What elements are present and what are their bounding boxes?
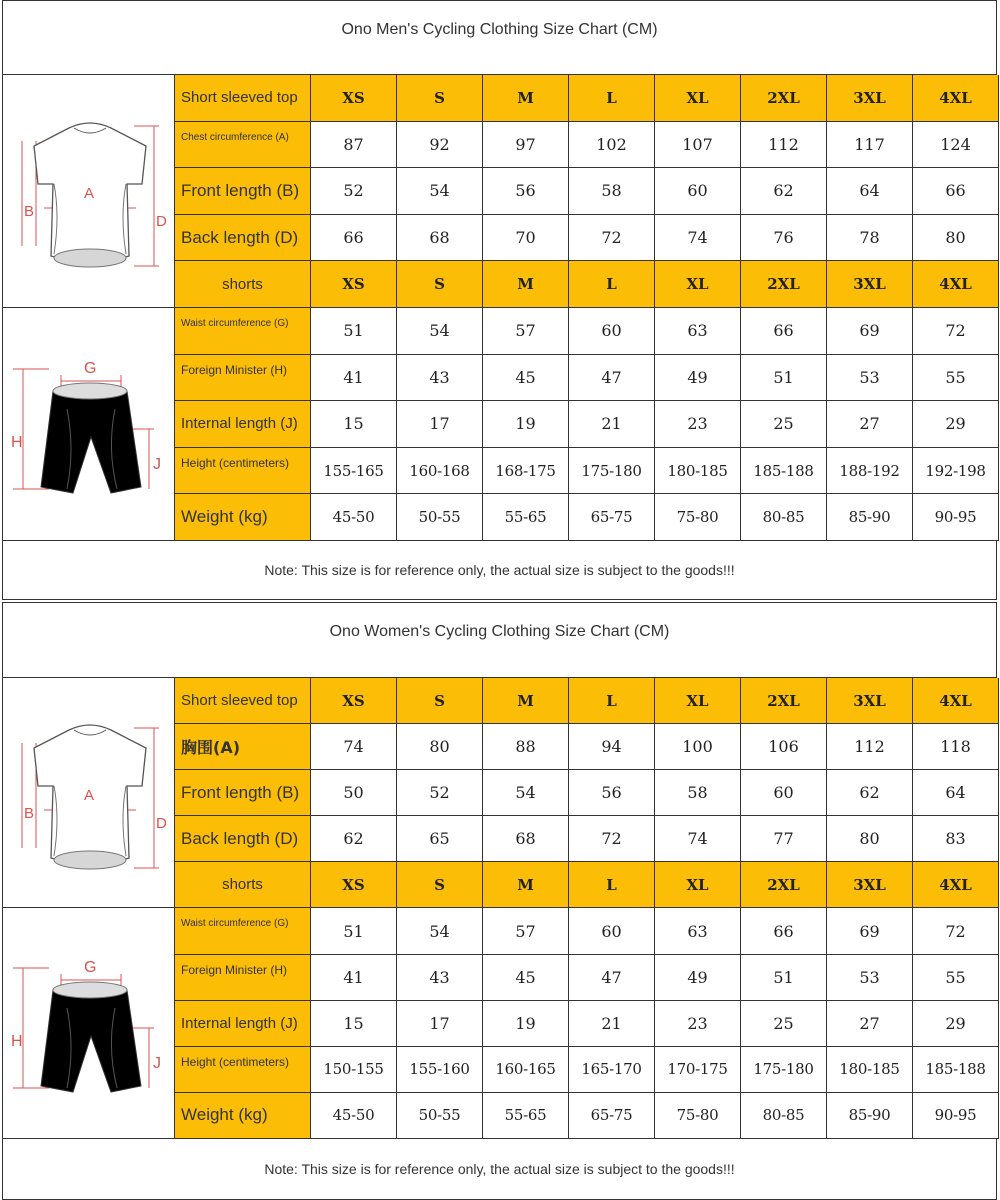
row-label: Chest circumference (A) [175,122,311,169]
men-size-chart [2,0,997,600]
table-cell: 80-85 [741,1093,827,1139]
shorts-label-h: H [10,433,23,451]
table-cell: 68 [483,816,569,862]
size-header: 4XL [913,261,999,308]
row-label: Front length (B) [175,168,311,215]
table-cell: 83 [913,816,999,862]
table-cell: 17 [397,1001,483,1047]
table-cell: 58 [655,770,741,816]
table-cell: 75-80 [655,1093,741,1139]
table-cell: 160-168 [397,448,483,495]
table-cell: 69 [827,308,913,355]
table-cell: 54 [397,908,483,954]
men-chart-title: Ono Men's Cycling Clothing Size Chart (CM) [3,1,996,75]
table-cell: 74 [655,215,741,262]
table-cell: 54 [483,770,569,816]
table-cell: 88 [483,724,569,770]
size-header: 4XL [913,678,999,724]
men-size-table [3,75,996,541]
row-label: Internal length (J) [175,1001,311,1047]
jersey-label-a: A [83,184,94,202]
shorts-diagram [3,908,175,1138]
table-cell: 15 [311,401,397,448]
table-cell: 68 [397,215,483,262]
row-label: Foreign Minister (H) [175,355,311,402]
row-label: Front length (B) [175,770,311,816]
women-chart-title: Ono Women's Cycling Clothing Size Chart (CM) [3,603,996,678]
size-header: M [483,75,569,122]
table-cell: 53 [827,355,913,402]
table-cell: 19 [483,1001,569,1047]
table-cell: 54 [397,308,483,355]
table-cell: 66 [311,215,397,262]
table-cell: 85-90 [827,1093,913,1139]
table-cell: 160-165 [483,1047,569,1093]
size-header: XL [655,261,741,308]
table-cell: 192-198 [913,448,999,495]
table-cell: 41 [311,955,397,1001]
table-cell: 29 [913,1001,999,1047]
row-label: Height (centimeters) [175,1047,311,1093]
table-cell: 23 [655,401,741,448]
table-cell: 52 [311,168,397,215]
size-header: 3XL [827,261,913,308]
size-header: 4XL [913,75,999,122]
table-cell: 188-192 [827,448,913,495]
size-header: 2XL [741,862,827,908]
table-cell: 64 [913,770,999,816]
table-cell: 100 [655,724,741,770]
table-cell: 63 [655,308,741,355]
row-label: Waist circumference (G) [175,908,311,954]
table-cell: 80 [913,215,999,262]
table-cell: 53 [827,955,913,1001]
table-cell: 85-90 [827,494,913,541]
size-header: M [483,678,569,724]
table-cell: 90-95 [913,1093,999,1139]
size-header: S [397,75,483,122]
table-cell: 56 [483,168,569,215]
table-cell: 49 [655,355,741,402]
table-cell: 102 [569,122,655,169]
jersey-label-b: B [23,804,34,822]
table-cell: 94 [569,724,655,770]
table-cell: 15 [311,1001,397,1047]
shorts-label-g: G [83,359,96,377]
table-cell: 23 [655,1001,741,1047]
table-cell: 29 [913,401,999,448]
table-cell: 92 [397,122,483,169]
size-header: S [397,261,483,308]
size-header: M [483,862,569,908]
row-label: Height (centimeters) [175,448,311,495]
table-cell: 50-55 [397,494,483,541]
row-label: Back length (D) [175,816,311,862]
size-header: 3XL [827,75,913,122]
size-header: 2XL [741,678,827,724]
table-cell: 51 [311,308,397,355]
shorts-label-j: J [152,455,161,473]
men-chart-note: Note: This size is for reference only, the actual size is subject to the goods!!! [264,562,735,578]
jersey-icon [14,708,167,878]
shorts-label-h: H [10,1033,23,1051]
size-header: 3XL [827,862,913,908]
table-cell: 51 [741,355,827,402]
size-header: M [483,261,569,308]
table-cell: 52 [397,770,483,816]
table-cell: 19 [483,401,569,448]
table-cell: 80 [397,724,483,770]
size-header: S [397,678,483,724]
jersey-label-d: D [155,814,167,832]
jersey-label-b: B [23,202,34,220]
table-cell: 62 [827,770,913,816]
table-cell: 49 [655,955,741,1001]
size-header: 2XL [741,75,827,122]
size-header: XS [311,75,397,122]
table-cell: 180-185 [827,1047,913,1093]
table-cell: 55 [913,355,999,402]
table-cell: 56 [569,770,655,816]
table-cell: 55-65 [483,1093,569,1139]
women-size-chart [2,602,997,1200]
table-cell: 62 [311,816,397,862]
table-cell: 118 [913,724,999,770]
women-chart-note: Note: This size is for reference only, the actual size is subject to the goods!!! [264,1161,735,1177]
row-label: 胸围(A) [175,724,311,770]
table-cell: 72 [913,908,999,954]
table-cell: 43 [397,955,483,1001]
size-header: XS [311,862,397,908]
table-cell: 70 [483,215,569,262]
size-header: XS [311,678,397,724]
table-cell: 175-180 [741,1047,827,1093]
top-header: Short sleeved top [175,678,311,724]
table-cell: 165-170 [569,1047,655,1093]
size-header: XL [655,678,741,724]
table-cell: 27 [827,401,913,448]
table-cell: 57 [483,908,569,954]
table-cell: 54 [397,168,483,215]
top-header: Short sleeved top [175,75,311,122]
table-cell: 27 [827,1001,913,1047]
jersey-label-d: D [155,212,167,230]
jersey-diagram [3,75,175,308]
shorts-label-j: J [152,1055,161,1073]
table-cell: 185-188 [913,1047,999,1093]
size-header: L [569,678,655,724]
table-cell: 155-160 [397,1047,483,1093]
table-cell: 55 [913,955,999,1001]
size-header: XL [655,75,741,122]
shorts-header: shorts [175,261,311,308]
table-cell: 117 [827,122,913,169]
row-label: Foreign Minister (H) [175,955,311,1001]
table-cell: 43 [397,355,483,402]
table-cell: 58 [569,168,655,215]
table-cell: 60 [741,770,827,816]
table-cell: 180-185 [655,448,741,495]
table-cell: 168-175 [483,448,569,495]
table-cell: 185-188 [741,448,827,495]
table-cell: 90-95 [913,494,999,541]
table-cell: 72 [569,215,655,262]
table-cell: 64 [827,168,913,215]
table-cell: 60 [655,168,741,215]
table-cell: 74 [311,724,397,770]
table-cell: 75-80 [655,494,741,541]
table-cell: 80-85 [741,494,827,541]
table-cell: 55-65 [483,494,569,541]
shorts-icon [9,339,169,509]
table-cell: 65-75 [569,1093,655,1139]
table-cell: 60 [569,308,655,355]
table-cell: 170-175 [655,1047,741,1093]
jersey-label-a: A [83,786,94,804]
table-cell: 66 [741,908,827,954]
table-cell: 65-75 [569,494,655,541]
table-cell: 51 [311,908,397,954]
table-cell: 65 [397,816,483,862]
table-cell: 51 [741,955,827,1001]
women-size-table [3,678,996,1139]
table-cell: 76 [741,215,827,262]
table-cell: 50 [311,770,397,816]
shorts-header: shorts [175,862,311,908]
size-header: 4XL [913,862,999,908]
table-cell: 60 [569,908,655,954]
table-cell: 112 [741,122,827,169]
table-cell: 97 [483,122,569,169]
table-cell: 69 [827,908,913,954]
table-cell: 80 [827,816,913,862]
table-cell: 45 [483,355,569,402]
table-cell: 45 [483,955,569,1001]
size-header: 2XL [741,261,827,308]
row-label: Back length (D) [175,215,311,262]
row-label: Internal length (J) [175,401,311,448]
table-cell: 78 [827,215,913,262]
table-cell: 175-180 [569,448,655,495]
size-header: 3XL [827,678,913,724]
table-cell: 25 [741,401,827,448]
table-cell: 47 [569,955,655,1001]
table-cell: 66 [913,168,999,215]
table-cell: 41 [311,355,397,402]
table-cell: 87 [311,122,397,169]
size-header: L [569,862,655,908]
table-cell: 77 [741,816,827,862]
table-cell: 45-50 [311,1093,397,1139]
table-cell: 107 [655,122,741,169]
table-cell: 74 [655,816,741,862]
row-label: Waist circumference (G) [175,308,311,355]
size-header: L [569,261,655,308]
table-cell: 124 [913,122,999,169]
row-label: Weight (kg) [175,1093,311,1139]
table-cell: 72 [569,816,655,862]
table-cell: 50-55 [397,1093,483,1139]
jersey-icon [14,106,167,276]
shorts-label-g: G [83,959,96,977]
table-cell: 57 [483,308,569,355]
table-cell: 150-155 [311,1047,397,1093]
table-cell: 17 [397,401,483,448]
shorts-icon [9,938,169,1108]
size-header: XS [311,261,397,308]
table-cell: 66 [741,308,827,355]
shorts-diagram [3,308,175,541]
table-cell: 106 [741,724,827,770]
size-header: L [569,75,655,122]
table-cell: 155-165 [311,448,397,495]
row-label: Weight (kg) [175,494,311,541]
size-header: XL [655,862,741,908]
table-cell: 21 [569,401,655,448]
size-header: S [397,862,483,908]
table-cell: 72 [913,308,999,355]
table-cell: 45-50 [311,494,397,541]
table-cell: 62 [741,168,827,215]
table-cell: 63 [655,908,741,954]
table-cell: 25 [741,1001,827,1047]
table-cell: 47 [569,355,655,402]
table-cell: 21 [569,1001,655,1047]
table-cell: 112 [827,724,913,770]
jersey-diagram [3,678,175,908]
